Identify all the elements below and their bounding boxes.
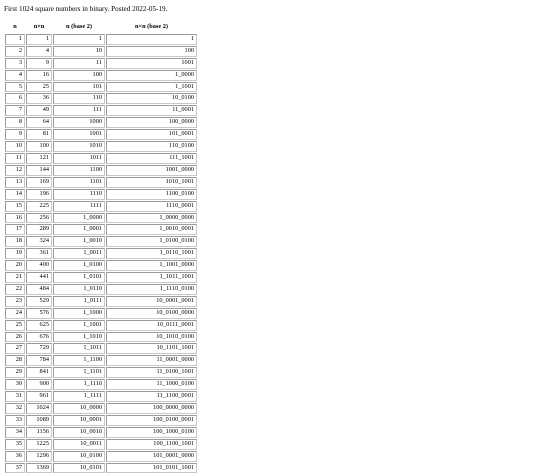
cell-square-binary: 1110_0001 bbox=[106, 201, 197, 212]
table-row bbox=[5, 201, 197, 212]
table-row bbox=[5, 70, 197, 81]
cell-square-binary: 101_0001 bbox=[106, 129, 197, 140]
cell-square: 16 bbox=[26, 70, 52, 81]
cell-square-binary: 1_0010_0001 bbox=[106, 224, 197, 235]
cell-n: 30 bbox=[5, 379, 25, 390]
cell-square: 900 bbox=[26, 379, 52, 390]
cell-square: 9 bbox=[26, 58, 52, 69]
cell-n: 10 bbox=[5, 141, 25, 152]
cell-square: 784 bbox=[26, 355, 52, 366]
cell-n: 13 bbox=[5, 177, 25, 188]
cell-n-binary: 10 bbox=[53, 46, 105, 57]
cell-n: 18 bbox=[5, 236, 25, 247]
table-row bbox=[5, 284, 197, 295]
cell-square: 676 bbox=[26, 332, 52, 343]
cell-n-binary: 1_1011 bbox=[53, 343, 105, 354]
cell-n-binary: 10_0010 bbox=[53, 427, 105, 438]
cell-square: 625 bbox=[26, 320, 52, 331]
cell-n-binary: 1 bbox=[53, 34, 105, 45]
table-row bbox=[5, 332, 197, 343]
cell-n-binary: 111 bbox=[53, 105, 105, 116]
table-row bbox=[5, 343, 197, 354]
cell-n-binary: 10_0000 bbox=[53, 403, 105, 414]
cell-square: 529 bbox=[26, 296, 52, 307]
table-row bbox=[5, 463, 197, 474]
cell-square-binary: 101_0001_0000 bbox=[106, 451, 197, 462]
cell-n-binary: 1100 bbox=[53, 165, 105, 176]
cell-n: 31 bbox=[5, 391, 25, 402]
cell-square: 196 bbox=[26, 189, 52, 200]
cell-n: 29 bbox=[5, 367, 25, 378]
cell-n-binary: 1010 bbox=[53, 141, 105, 152]
cell-n-binary: 110 bbox=[53, 93, 105, 104]
cell-n: 1 bbox=[5, 34, 25, 45]
table-row bbox=[5, 415, 197, 426]
cell-n: 16 bbox=[5, 213, 25, 224]
cell-square: 4 bbox=[26, 46, 52, 57]
table-row bbox=[5, 379, 197, 390]
cell-square-binary: 1_1001_0000 bbox=[106, 260, 197, 271]
table-row bbox=[5, 296, 197, 307]
cell-n-binary: 10_0100 bbox=[53, 451, 105, 462]
table-row bbox=[5, 46, 197, 57]
cell-square: 1 bbox=[26, 34, 52, 45]
cell-square: 100 bbox=[26, 141, 52, 152]
cell-n: 33 bbox=[5, 415, 25, 426]
cell-square: 121 bbox=[26, 153, 52, 164]
table-row bbox=[5, 153, 197, 164]
cell-n: 20 bbox=[5, 260, 25, 271]
cell-n-binary: 1_0110 bbox=[53, 284, 105, 295]
squares-table bbox=[4, 21, 198, 474]
table-row bbox=[5, 129, 197, 140]
table-row bbox=[5, 105, 197, 116]
cell-square-binary: 11_0100_1001 bbox=[106, 367, 197, 378]
cell-square-binary: 10_0111_0001 bbox=[106, 320, 197, 331]
cell-n: 23 bbox=[5, 296, 25, 307]
cell-square-binary: 1_1011_1001 bbox=[106, 272, 197, 283]
cell-square: 1024 bbox=[26, 403, 52, 414]
cell-n-binary: 10_0011 bbox=[53, 439, 105, 450]
cell-square-binary: 10_0100 bbox=[106, 93, 197, 104]
table-row bbox=[5, 260, 197, 271]
cell-n: 15 bbox=[5, 201, 25, 212]
cell-n-binary: 100 bbox=[53, 70, 105, 81]
cell-square: 324 bbox=[26, 236, 52, 247]
cell-square-binary: 1_0100_0100 bbox=[106, 236, 197, 247]
cell-n-binary: 1000 bbox=[53, 117, 105, 128]
cell-square: 961 bbox=[26, 391, 52, 402]
cell-square-binary: 100 bbox=[106, 46, 197, 57]
cell-n: 8 bbox=[5, 117, 25, 128]
cell-square: 289 bbox=[26, 224, 52, 235]
cell-square: 36 bbox=[26, 93, 52, 104]
cell-n-binary: 1_1101 bbox=[53, 367, 105, 378]
table-row bbox=[5, 189, 197, 200]
cell-n-binary: 1_0001 bbox=[53, 224, 105, 235]
cell-n: 32 bbox=[5, 403, 25, 414]
cell-n-binary: 1001 bbox=[53, 129, 105, 140]
cell-square: 1369 bbox=[26, 463, 52, 474]
cell-n-binary: 1_0010 bbox=[53, 236, 105, 247]
cell-n: 9 bbox=[5, 129, 25, 140]
cell-n-binary: 1_0100 bbox=[53, 260, 105, 271]
cell-square-binary: 11_0001 bbox=[106, 105, 197, 116]
cell-n: 27 bbox=[5, 343, 25, 354]
cell-square: 1156 bbox=[26, 427, 52, 438]
column-header-n: n bbox=[13, 23, 17, 30]
cell-n-binary: 10_0001 bbox=[53, 415, 105, 426]
cell-square-binary: 1 bbox=[106, 34, 197, 45]
cell-square-binary: 1100_0100 bbox=[106, 189, 197, 200]
cell-n: 34 bbox=[5, 427, 25, 438]
table-row bbox=[5, 236, 197, 247]
cell-n-binary: 10_0101 bbox=[53, 463, 105, 474]
cell-square-binary: 10_0001_0001 bbox=[106, 296, 197, 307]
cell-square: 441 bbox=[26, 272, 52, 283]
cell-square-binary: 101_0101_1001 bbox=[106, 463, 197, 474]
cell-n: 37 bbox=[5, 463, 25, 474]
cell-n: 12 bbox=[5, 165, 25, 176]
cell-square: 1089 bbox=[26, 415, 52, 426]
cell-n-binary: 1110 bbox=[53, 189, 105, 200]
page-intro: First 1024 square numbers in binary. Posted 2022-05-19. bbox=[4, 5, 168, 13]
table-row bbox=[5, 320, 197, 331]
cell-n-binary: 1_1110 bbox=[53, 379, 105, 390]
cell-square-binary: 1_1110_0100 bbox=[106, 284, 197, 295]
cell-n-binary: 1_0111 bbox=[53, 296, 105, 307]
cell-n: 28 bbox=[5, 355, 25, 366]
cell-square: 361 bbox=[26, 248, 52, 259]
cell-n: 36 bbox=[5, 451, 25, 462]
cell-square: 225 bbox=[26, 201, 52, 212]
cell-square-binary: 1001 bbox=[106, 58, 197, 69]
table-row bbox=[5, 367, 197, 378]
cell-n-binary: 1101 bbox=[53, 177, 105, 188]
cell-square: 576 bbox=[26, 308, 52, 319]
table-row bbox=[5, 391, 197, 402]
cell-n: 22 bbox=[5, 284, 25, 295]
cell-square: 144 bbox=[26, 165, 52, 176]
table-row bbox=[5, 355, 197, 366]
cell-square-binary: 10_1101_1001 bbox=[106, 343, 197, 354]
cell-n: 3 bbox=[5, 58, 25, 69]
table-row bbox=[5, 177, 197, 188]
cell-n-binary: 1_1000 bbox=[53, 308, 105, 319]
cell-n-binary: 1_1100 bbox=[53, 355, 105, 366]
cell-square: 729 bbox=[26, 343, 52, 354]
table-row bbox=[5, 451, 197, 462]
cell-square-binary: 1010_1001 bbox=[106, 177, 197, 188]
cell-square-binary: 100_0000 bbox=[106, 117, 197, 128]
table-row bbox=[5, 34, 197, 45]
cell-n: 26 bbox=[5, 332, 25, 343]
cell-n: 21 bbox=[5, 272, 25, 283]
table-row bbox=[5, 141, 197, 152]
cell-n: 24 bbox=[5, 308, 25, 319]
cell-n: 17 bbox=[5, 224, 25, 235]
cell-n: 14 bbox=[5, 189, 25, 200]
cell-square-binary: 1_0000_0000 bbox=[106, 213, 197, 224]
cell-square-binary: 10_1010_0100 bbox=[106, 332, 197, 343]
table-row bbox=[5, 308, 197, 319]
table-row bbox=[5, 427, 197, 438]
cell-square-binary: 1_0000 bbox=[106, 70, 197, 81]
cell-square-binary: 100_0100_0001 bbox=[106, 415, 197, 426]
cell-n-binary: 1_1001 bbox=[53, 320, 105, 331]
cell-square: 484 bbox=[26, 284, 52, 295]
cell-square-binary: 1_1001 bbox=[106, 82, 197, 93]
cell-square: 25 bbox=[26, 82, 52, 93]
table-row bbox=[5, 117, 197, 128]
cell-n-binary: 101 bbox=[53, 82, 105, 93]
table-row bbox=[5, 93, 197, 104]
cell-n: 19 bbox=[5, 248, 25, 259]
cell-square: 256 bbox=[26, 213, 52, 224]
cell-square: 400 bbox=[26, 260, 52, 271]
cell-square-binary: 11_0001_0000 bbox=[106, 355, 197, 366]
cell-n: 7 bbox=[5, 105, 25, 116]
cell-square-binary: 100_1000_0100 bbox=[106, 427, 197, 438]
cell-square-binary: 100_1100_1001 bbox=[106, 439, 197, 450]
cell-square-binary: 11_1000_0100 bbox=[106, 379, 197, 390]
column-header-square: n×n bbox=[33, 23, 45, 30]
cell-square-binary: 11_1100_0001 bbox=[106, 391, 197, 402]
cell-square-binary: 1001_0000 bbox=[106, 165, 197, 176]
table-row bbox=[5, 82, 197, 93]
cell-n: 25 bbox=[5, 320, 25, 331]
cell-square: 64 bbox=[26, 117, 52, 128]
cell-square-binary: 100_0000_0000 bbox=[106, 403, 197, 414]
table-row bbox=[5, 439, 197, 450]
cell-n-binary: 1_1111 bbox=[53, 391, 105, 402]
cell-square: 49 bbox=[26, 105, 52, 116]
cell-n: 5 bbox=[5, 82, 25, 93]
cell-n-binary: 1011 bbox=[53, 153, 105, 164]
cell-square: 841 bbox=[26, 367, 52, 378]
cell-n: 4 bbox=[5, 70, 25, 81]
cell-n: 2 bbox=[5, 46, 25, 57]
table-row bbox=[5, 58, 197, 69]
table-row bbox=[5, 213, 197, 224]
cell-n-binary: 1_1010 bbox=[53, 332, 105, 343]
cell-n: 11 bbox=[5, 153, 25, 164]
table-row bbox=[5, 248, 197, 259]
table-row bbox=[5, 224, 197, 235]
cell-n-binary: 11 bbox=[53, 58, 105, 69]
cell-square: 1225 bbox=[26, 439, 52, 450]
table-row bbox=[5, 272, 197, 283]
column-header-n-binary: n (base 2) bbox=[66, 23, 92, 30]
cell-n-binary: 1_0000 bbox=[53, 213, 105, 224]
cell-n: 6 bbox=[5, 93, 25, 104]
cell-square: 1296 bbox=[26, 451, 52, 462]
table-row bbox=[5, 165, 197, 176]
cell-n-binary: 1_0011 bbox=[53, 248, 105, 259]
cell-n-binary: 1111 bbox=[53, 201, 105, 212]
table-body bbox=[5, 34, 197, 474]
cell-square: 81 bbox=[26, 129, 52, 140]
cell-square-binary: 1_0110_1001 bbox=[106, 248, 197, 259]
cell-square-binary: 110_0100 bbox=[106, 141, 197, 152]
column-header-square-binary: n×n (base 2) bbox=[135, 23, 168, 30]
cell-square-binary: 10_0100_0000 bbox=[106, 308, 197, 319]
cell-square: 169 bbox=[26, 177, 52, 188]
cell-n-binary: 1_0101 bbox=[53, 272, 105, 283]
table-header-row bbox=[5, 22, 197, 33]
cell-n: 35 bbox=[5, 439, 25, 450]
cell-square-binary: 111_1001 bbox=[106, 153, 197, 164]
